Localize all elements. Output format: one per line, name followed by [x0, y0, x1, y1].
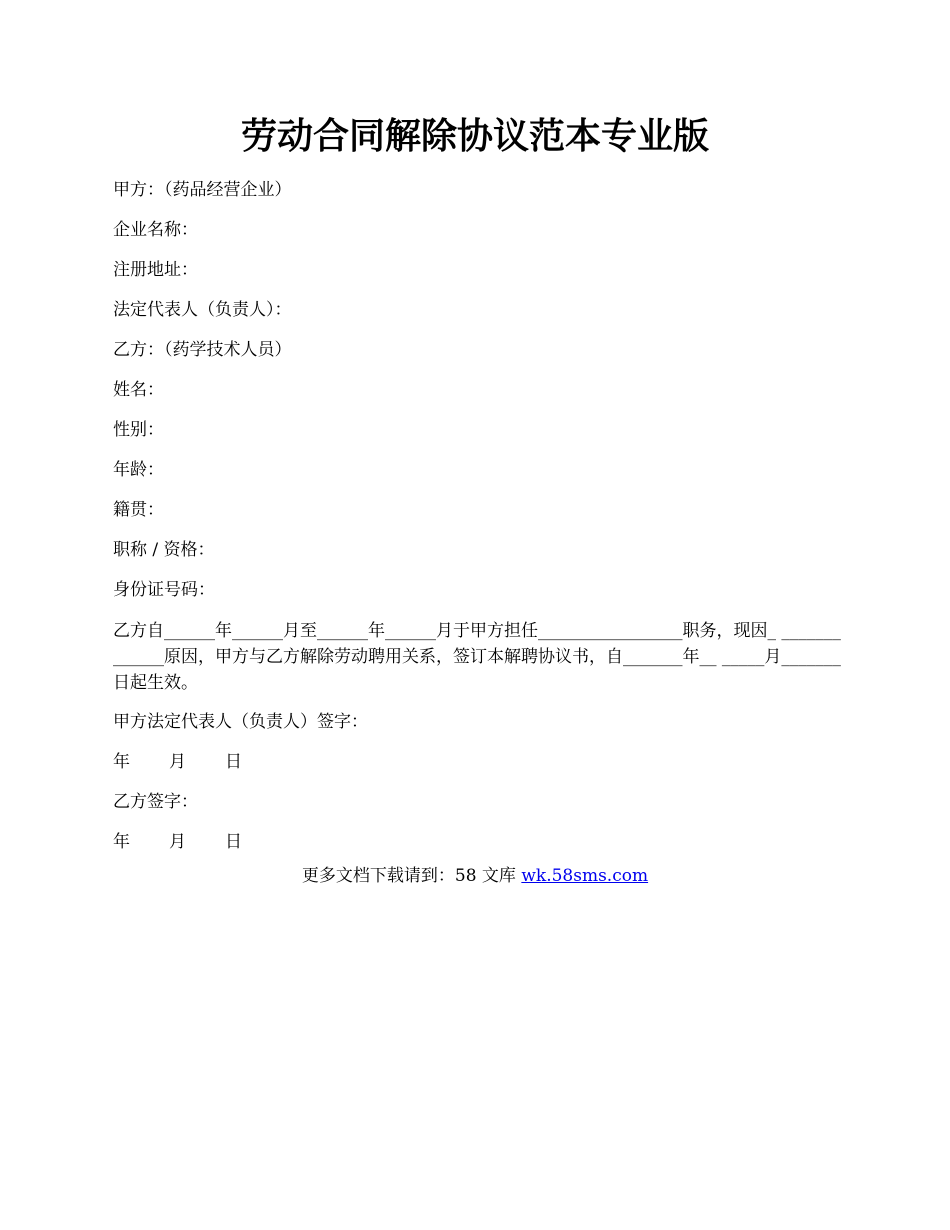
legal-rep-label: 法定代表人（负责人）：: [113, 300, 292, 320]
date-day: 日: [225, 752, 242, 772]
date-month: 月: [169, 832, 186, 852]
date-month: 月: [169, 752, 186, 772]
document-title: 劳动合同解除协议范本专业版: [240, 115, 709, 157]
registered-address-label: 注册地址：: [113, 260, 198, 280]
gender-label: 性别：: [113, 420, 164, 440]
native-place-label: 籍贯：: [113, 500, 164, 520]
footer-text: 更多文档下载请到：58 文库: [301, 866, 522, 886]
date-day: 日: [225, 832, 242, 852]
name-label: 姓名：: [113, 380, 164, 400]
age-label: 年龄：: [113, 460, 164, 480]
party-a-date-line: [113, 750, 841, 774]
body-paragraph: 乙方自______年______月至______年______月于甲方担任_________________职务，现因_ _____________原因，甲方与乙方解除劳动聘用关系，签订本解聘协议书，自_______年__ _____月_______日起生效。: [113, 621, 841, 693]
party-b-date-line: [113, 830, 841, 854]
party-b-heading: 乙方：（药学技术人员）: [113, 340, 292, 360]
date-year: 年: [113, 752, 130, 772]
id-number-label: 身份证号码：: [113, 580, 215, 600]
party-b-signature-label: 乙方签字：: [113, 792, 198, 812]
title-qualification-label: 职称 / 资格：: [113, 540, 215, 560]
company-name-label: 企业名称：: [113, 220, 198, 240]
footer: [0, 864, 950, 888]
party-a-heading: 甲方：（药品经营企业）: [113, 180, 292, 200]
document-body: [113, 178, 841, 870]
footer-link[interactable]: wk.58sms.com: [521, 866, 649, 886]
date-year: 年: [113, 832, 130, 852]
party-a-signature-label: 甲方法定代表人（负责人）签字：: [113, 712, 368, 732]
